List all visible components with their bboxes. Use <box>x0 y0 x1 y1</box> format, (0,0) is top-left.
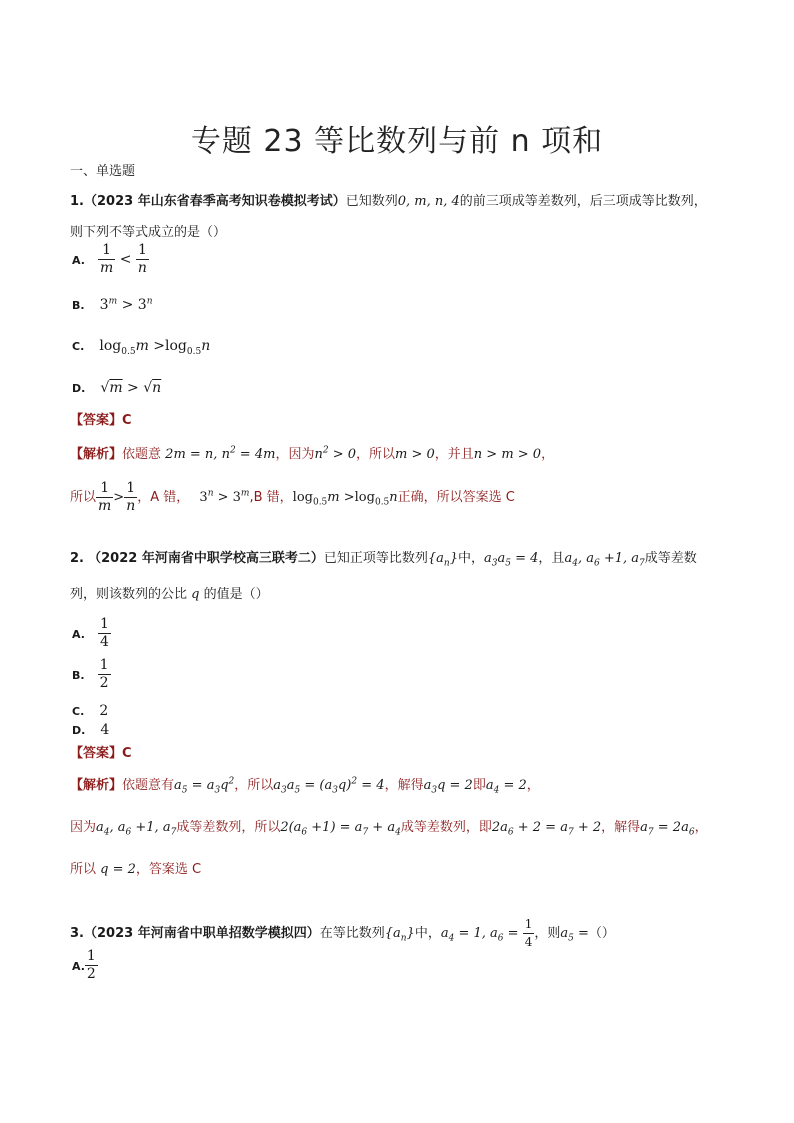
question-2-analysis-line3: 所以 q = 2，答案选 C <box>70 862 202 877</box>
question-3-text: ，则 <box>534 926 561 941</box>
question-2-text: 列，则该数列的公比 <box>70 587 188 602</box>
analysis-text: ，因为 <box>275 447 315 462</box>
analysis-text: 所以 <box>70 490 97 505</box>
question-2-text: 成等差数 <box>644 551 697 566</box>
math-fraction: $\frac{1}{m}$ <box>100 242 114 276</box>
question-2-text: ，且 <box>538 551 565 566</box>
analysis-tag: 【解析】 <box>70 778 123 793</box>
question-1-source: （2023 年山东省春季高考知识卷模拟考试） <box>83 194 346 209</box>
analysis-text: ，所以 <box>356 447 396 462</box>
question-1-text-2: 的前三项成等差数列，后三项成等比数列， <box>459 194 707 209</box>
question-3-source: （2023 年河南省中职单招数学模拟四） <box>83 926 320 941</box>
question-2-source: （2022 年河南省中职学校高三联考二） <box>88 551 324 566</box>
option-label: C. <box>72 340 85 353</box>
question-1-text: 已知数列 <box>345 194 398 209</box>
question-2-text: 的值是（） <box>203 587 269 602</box>
question-2-option-a <box>72 616 111 651</box>
math-fraction: $\frac{1}{n}$ <box>137 242 147 276</box>
analysis-text: ， <box>694 820 708 835</box>
question-1-option-a: A. $\frac{1}{m}$ < $\frac{1}{n}$ <box>72 242 147 276</box>
question-1-analysis-line2: 所以 $\frac{1}{m}$ > $\frac{1}{n}$ ，A 错， $3^n > 3^m,B$ 错，$\log_{0.5}m >\log_{0.5}n$正确，所以答案选 C <box>70 480 515 514</box>
analysis-tag: 【解析】 <box>70 447 123 462</box>
section-heading: 一、单选题 <box>70 164 136 179</box>
analysis-text: 所以 <box>70 862 97 877</box>
analysis-text: 正确，所以答案选 C <box>397 490 515 505</box>
option-label: A. <box>72 628 85 641</box>
analysis-text: ，答案选 C <box>135 862 202 877</box>
option-label: A. <box>72 960 85 973</box>
analysis-text: 即 <box>472 778 486 793</box>
option-label: B. <box>72 669 85 682</box>
analysis-text: ,B 错， <box>249 490 293 505</box>
page-title: 专题 23 等比数列与前 n 项和 <box>190 124 604 159</box>
question-1-sequence: 0, m, n, 4 <box>397 194 460 209</box>
math-fraction: $\frac{1}{n}$ <box>126 480 136 514</box>
question-1-stem-line1 <box>70 190 707 209</box>
question-2-stem-line2: 列，则该数列的公比 q 的值是（） <box>70 587 269 602</box>
question-3-text: 中， <box>414 926 441 941</box>
question-1-stem-line2: 则下列不等式成立的是（） <box>70 225 227 240</box>
question-1-option-c: C. $\log_{0.5}m >\log_{0.5}n$ <box>72 338 211 357</box>
question-3-text: （） <box>588 926 615 941</box>
option-label: B. <box>72 299 85 312</box>
question-2-option-d <box>72 719 109 738</box>
analysis-text: ， <box>526 778 540 793</box>
analysis-text: ，所以 <box>234 778 274 793</box>
question-2-analysis-line2: 因为$a_4$, $a_6 +1$, $a_7$成等差数列，所以$2(a_6 +1) = a_7 + a_4$成等差数列，即$2a_6 + 2 = a_7 + 2$，解得$a_7 = 2a_6$， <box>70 820 708 838</box>
analysis-text: 成等差数列，所以 <box>176 820 281 835</box>
question-2-number: 2. <box>70 551 84 566</box>
question-2-text: 中， <box>457 551 484 566</box>
question-1-option-b: B. $3^m > 3^n$ <box>72 296 153 313</box>
option-label: C. <box>72 705 85 718</box>
analysis-text: 依题意有 <box>122 778 175 793</box>
question-3-text: 在等比数列 <box>319 926 385 941</box>
question-2-text: 已知正项等比数列 <box>323 551 428 566</box>
answer-tag: 【答案】 <box>70 746 123 761</box>
question-1-number: 1. <box>70 194 84 209</box>
math-fraction: $\frac{1}{4}$ <box>524 917 533 949</box>
question-2-option-b <box>72 657 111 692</box>
analysis-text: ，A 错， <box>137 490 190 505</box>
question-2-option-c <box>72 700 108 719</box>
analysis-text: 因为 <box>70 820 97 835</box>
answer-tag: 【答案】 <box>70 413 123 428</box>
question-2-stem-line1: 2. （2022 年河南省中职学校高三联考二）已知正项等比数列$\{a_n\}$中，$a_3a_5 = 4$，且$a_4$, $a_6 +1$, $a_7$成等差数 <box>70 551 697 569</box>
math-fraction: $\frac{1}{4}$ <box>100 616 109 650</box>
option-value: 2 <box>99 703 109 719</box>
question-1-answer <box>70 409 132 428</box>
analysis-text: ，并且 <box>434 447 474 462</box>
question-1-analysis-line1: 【解析】依题意 2m = n, $n^2 = 4m$，因为$n^2 > 0$，所以m > 0，并且n > m > 0， <box>70 445 555 462</box>
question-3-option-a <box>72 948 98 983</box>
analysis-text: 成等差数列，即 <box>400 820 492 835</box>
option-label: A. <box>72 254 85 267</box>
analysis-text: ，解得 <box>384 778 424 793</box>
analysis-text: ， <box>541 447 555 462</box>
answer-value: C <box>122 746 132 761</box>
question-3-stem: 3.（2023 年河南省中职单招数学模拟四）在等比数列$\{a_n\}$中，$a_4 = 1$, $a_6$ = $\frac{1}{4}$ ，则$a_5$ =（） <box>70 917 615 949</box>
question-2-answer <box>70 742 132 761</box>
analysis-text: ，解得 <box>601 820 641 835</box>
math-fraction: $\frac{1}{m}$ <box>98 480 112 514</box>
option-label: D. <box>72 382 86 395</box>
question-1-option-d: D. √m > √n <box>72 380 162 396</box>
math-fraction: $\frac{1}{2}$ <box>86 948 96 982</box>
option-label: D. <box>72 724 86 737</box>
option-value: 4 <box>100 722 110 738</box>
analysis-text: 依题意 <box>122 447 162 462</box>
answer-value: C <box>122 413 132 428</box>
question-3-number: 3. <box>70 926 84 941</box>
question-2-analysis-line1: 【解析】依题意有$a_5 = a_3q^2$，所以$a_3a_5 = (a_3q)^2 = 4$，解得$a_3q = 2$即$a_4 = 2$， <box>70 776 540 796</box>
math-fraction: $\frac{1}{2}$ <box>99 657 109 691</box>
